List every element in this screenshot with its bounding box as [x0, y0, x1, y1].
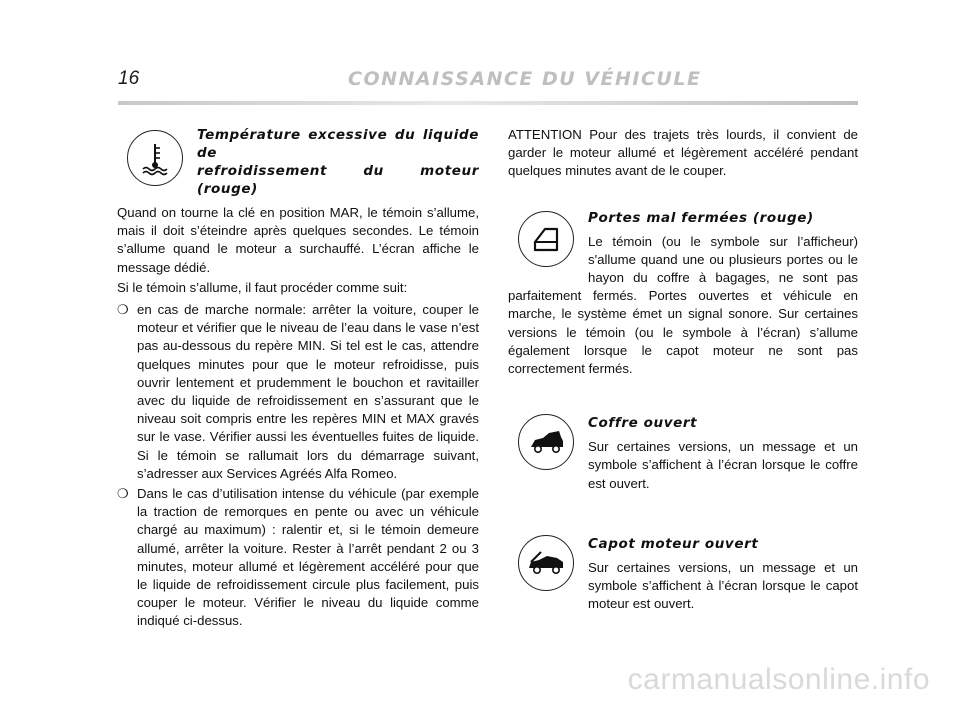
list-item: ❍ en cas de marche normale: arrêter la voiture, couper le moteur et vérifier que le niveau de l’eau dans le vase n’est pas au-dessous du repère MIN. Si tel est le cas, attendre quelques minutes pour que le moteur refroidisse, puis ouvrir lentement et prudemment le bouchon et ravitailler avec du liquide de refroidissement en s’assurant que le niveau soit compris entre les repères MIN et MAX gravés sur le vase. Vérifier aussi les éventuelles fuites de liquide. Si le témoin se rallumait lors du démarrage suivant, s’adresser aux Services Agréés Alfa Romeo. [117, 302, 479, 481]
page-header [118, 68, 858, 108]
trunk-body: Sur certaines versions, un message et un symbole s’affichent à l’écran lorsque le coffre est ouvert. [588, 439, 858, 491]
hood-open-icon [518, 535, 574, 591]
coolant-bullet-list [117, 301, 479, 631]
trunk-title: Coffre ouvert [588, 415, 698, 432]
running-title: CONNAISSANCE DU VÉHICULE [348, 68, 702, 90]
page-number: 16 [118, 68, 140, 89]
hood-body: Sur certaines versions, un message et un symbole s’affichent à l’écran lorsque le capot moteur est ouvert. [588, 559, 858, 612]
doors-title: Portes mal fermées (rouge) [588, 209, 814, 226]
header-rule [118, 101, 858, 105]
hood-section [508, 535, 858, 616]
hood-title: Capot moteur ouvert [588, 535, 759, 552]
coolant-section [117, 126, 479, 279]
trunk-section [508, 414, 858, 495]
watermark: carmanualsonline.info [627, 663, 930, 696]
list-item: ❍ Dans le cas d’utilisation intense du véhicule (par exemple la traction de remorques en pente ou avec un véhicule chargé au maximum) : ralentir et, si le témoin demeure allumé, arrêter la voiture. Rester à l’arrêt pendant 2 ou 3 minutes, moteur allumé et légèrement accéléré pour que le liquide de refroidissement circule plus facilement, puis couper le moteur. Vérifier le niveau du liquide comme indiqué ci-dessus. [117, 486, 479, 629]
bullet-symbol: ❍ [117, 302, 129, 318]
doors-section [508, 209, 858, 381]
doors-body: Le témoin (ou le symbole sur l’afficheur) s'allume quand une ou plusieurs portes ou le hayon du coffre à bagages, ne sont pas parfaitement fermés. Portes ouvertes et véhicule en marche, le système émet un signal sonore. Sur certaines versions le témoin (ou le symbole à l’écran) s’allume également lorsque le capot moteur ne sont pas correctement fermés. [508, 233, 858, 377]
right-column [508, 126, 858, 615]
coolant-title: Température excessive du liquide de refroidissement du moteur (rouge) [197, 127, 479, 197]
door-open-icon [518, 211, 574, 267]
left-column [117, 126, 479, 633]
coolant-paragraph-1: Quand on tourne la clé en position MAR, le témoin s’allume, mais il doit s’éteindre après quelques secondes. Le témoin s’allume quand le moteur a surchauffé. L’écran affiche le message dédié. [117, 205, 479, 275]
coolant-temperature-icon [127, 130, 183, 186]
trunk-open-icon [518, 414, 574, 470]
attention-note: ATTENTION Pour des trajets très lourds, il convient de garder le moteur allumé et légèrement accéléré pendant quelques minutes avant de le couper. [508, 127, 858, 179]
bullet-symbol: ❍ [117, 486, 129, 502]
coolant-paragraph-2: Si le témoin s’allume, il faut procéder comme suit: [117, 279, 408, 295]
